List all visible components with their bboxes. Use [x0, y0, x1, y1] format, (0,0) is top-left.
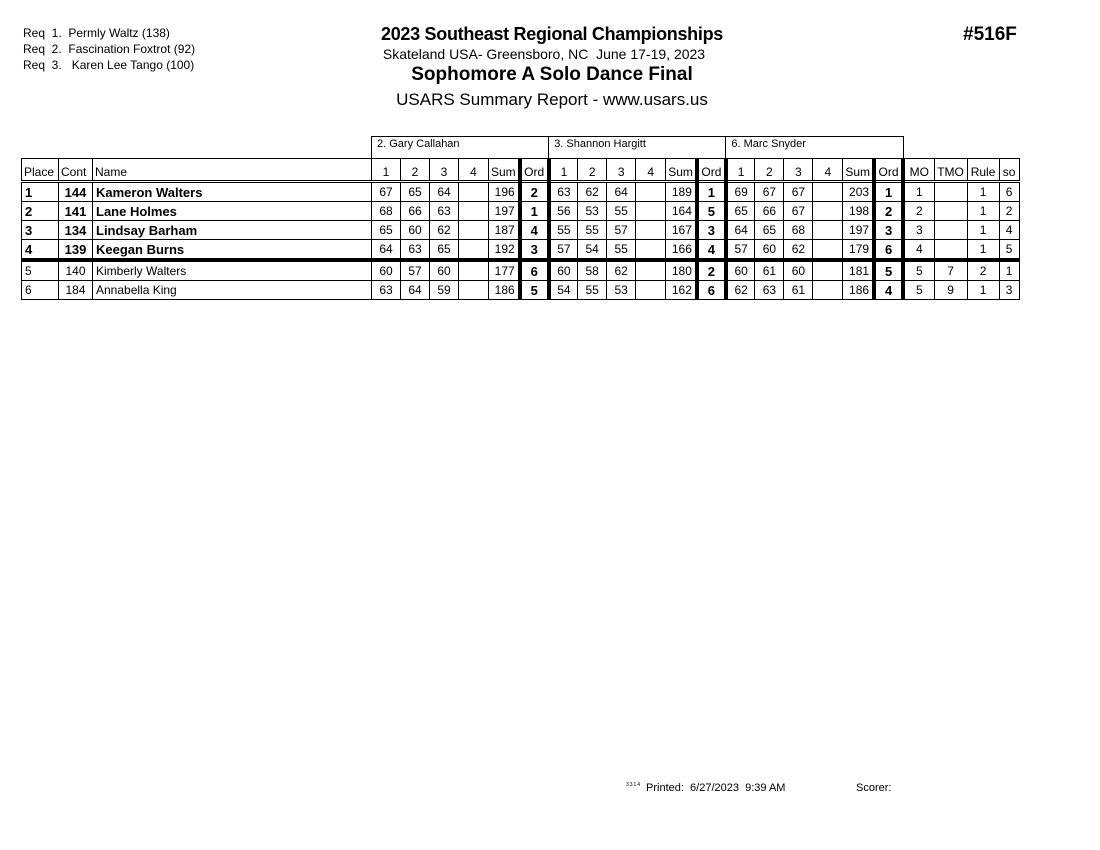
judge-1-score-3: 64 — [430, 182, 459, 202]
judge-1-ordinal: 5 — [520, 281, 549, 300]
judge-3-ordinal: 2 — [874, 202, 903, 221]
cont-cell: 134 — [59, 221, 93, 240]
cont-cell: 139 — [59, 240, 93, 261]
rule-cell: 2 — [967, 260, 999, 281]
judge-1-score-4 — [459, 260, 489, 281]
judge-3-score-2: 61 — [755, 260, 784, 281]
judge-1-ordinal: 1 — [520, 202, 549, 221]
col-place: Place — [22, 159, 59, 182]
judge-2-score-4 — [636, 221, 666, 240]
tmo-cell: 9 — [934, 281, 967, 300]
judge-1-score-3: 62 — [430, 221, 459, 240]
judge-2-score-2: 58 — [578, 260, 607, 281]
col-so: so — [999, 159, 1019, 182]
judge-2-score-2: 55 — [578, 221, 607, 240]
judge-2-score-1: 56 — [549, 202, 578, 221]
col-j3-2: 2 — [755, 159, 784, 182]
requirement-1: Req 1. Permly Waltz (138) — [23, 26, 170, 40]
name-cell: Kameron Walters — [93, 182, 372, 202]
col-j3-ord: Ord — [874, 159, 903, 182]
judge-3-score-3: 67 — [784, 182, 813, 202]
judge-3-score-4 — [813, 240, 843, 261]
judge-2-score-3: 64 — [607, 182, 636, 202]
place-cell: 4 — [22, 240, 59, 261]
tmo-cell — [934, 240, 967, 261]
judge-1-score-1: 67 — [372, 182, 401, 202]
name-cell: Annabella King — [93, 281, 372, 300]
judge-1-score-3: 60 — [430, 260, 459, 281]
results-table — [21, 136, 1020, 300]
name-cell: Kimberly Walters — [93, 260, 372, 281]
requirement-2: Req 2. Fascination Foxtrot (92) — [23, 42, 196, 56]
judge-2-score-4 — [636, 281, 666, 300]
judge-1-score-4 — [459, 202, 489, 221]
judge-2-score-4 — [636, 182, 666, 202]
mo-cell: 5 — [903, 260, 934, 281]
competition-title: 2023 Southeast Regional Championships — [381, 24, 723, 44]
col-j2-1: 1 — [549, 159, 578, 182]
report-title: USARS Summary Report - www.usars.us — [396, 90, 708, 109]
venue-dates: Skateland USA- Greensboro, NC June 17-19, 2023 — [382, 46, 706, 62]
judge-2-sum: 166 — [666, 240, 697, 261]
judge-3-score-2: 60 — [755, 240, 784, 261]
judge-1-sum: 197 — [489, 202, 520, 221]
judge-3-score-1: 64 — [726, 221, 755, 240]
table-row — [22, 182, 1020, 202]
judge-3-score-1: 57 — [726, 240, 755, 261]
judge-3-sum: 198 — [843, 202, 874, 221]
rule-cell: 1 — [967, 221, 999, 240]
col-j2-3: 3 — [607, 159, 636, 182]
printed-info — [626, 782, 785, 794]
judge-1-score-1: 63 — [372, 281, 401, 300]
place-cell: 1 — [22, 182, 59, 202]
judge-1-score-1: 68 — [372, 202, 401, 221]
col-j3-1: 1 — [726, 159, 755, 182]
judge-1-ordinal: 2 — [520, 182, 549, 202]
col-j2-4: 4 — [636, 159, 666, 182]
col-rule: Rule — [967, 159, 999, 182]
col-j2-sum: Sum — [666, 159, 697, 182]
judge-2-ordinal: 1 — [697, 182, 726, 202]
judge-1-ordinal: 3 — [520, 240, 549, 261]
judge-1-score-1: 64 — [372, 240, 401, 261]
judge-2-score-1: 54 — [549, 281, 578, 300]
judge-3-ordinal: 6 — [874, 240, 903, 261]
judge-3-ordinal: 5 — [874, 260, 903, 281]
col-j3-3: 3 — [784, 159, 813, 182]
col-j1-2: 2 — [401, 159, 430, 182]
judge-2-ordinal: 4 — [697, 240, 726, 261]
place-cell: 6 — [22, 281, 59, 300]
rule-cell: 1 — [967, 240, 999, 261]
judge-1-sum: 177 — [489, 260, 520, 281]
place-cell: 2 — [22, 202, 59, 221]
judge-3-score-3: 67 — [784, 202, 813, 221]
judge-3-sum: 186 — [843, 281, 874, 300]
judge-3-score-3: 62 — [784, 240, 813, 261]
judge-2-ordinal: 5 — [697, 202, 726, 221]
judge-3-score-4 — [813, 202, 843, 221]
software-version: 3.3.1.4 — [626, 782, 640, 788]
judge-3-score-1: 60 — [726, 260, 755, 281]
col-j2-2: 2 — [578, 159, 607, 182]
judge-2-score-1: 63 — [549, 182, 578, 202]
rule-cell: 1 — [967, 182, 999, 202]
requirements-list — [23, 25, 195, 73]
judge-3-score-1: 65 — [726, 202, 755, 221]
cont-cell: 144 — [59, 182, 93, 202]
judge-2-score-2: 55 — [578, 281, 607, 300]
column-header-row — [22, 159, 1020, 182]
table-row — [22, 260, 1020, 281]
so-cell: 3 — [999, 281, 1019, 300]
judge-3-score-2: 67 — [755, 182, 784, 202]
judge-2-score-2: 54 — [578, 240, 607, 261]
judge-1-sum: 196 — [489, 182, 520, 202]
col-tmo: TMO — [934, 159, 967, 182]
judge-1-score-2: 66 — [401, 202, 430, 221]
cont-cell: 141 — [59, 202, 93, 221]
so-cell: 5 — [999, 240, 1019, 261]
judge-1-score-2: 57 — [401, 260, 430, 281]
col-name: Name — [93, 159, 372, 182]
judge-2-score-4 — [636, 202, 666, 221]
judge-header-row — [22, 137, 1020, 159]
judge-1-ordinal: 4 — [520, 221, 549, 240]
rule-cell: 1 — [967, 202, 999, 221]
judge-1-score-2: 64 — [401, 281, 430, 300]
judge-1-score-4 — [459, 182, 489, 202]
event-title: Sophomore A Solo Dance Final — [411, 64, 693, 85]
judge-3-ordinal: 3 — [874, 221, 903, 240]
judge-1-score-3: 65 — [430, 240, 459, 261]
printed-timestamp: Printed: 6/27/2023 9:39 AM — [646, 782, 786, 794]
so-cell: 6 — [999, 182, 1019, 202]
judge-2-score-2: 62 — [578, 182, 607, 202]
judge-2-ordinal: 6 — [697, 281, 726, 300]
so-cell: 2 — [999, 202, 1019, 221]
judge-2-sum: 162 — [666, 281, 697, 300]
judge-2-score-1: 57 — [549, 240, 578, 261]
col-j1-3: 3 — [430, 159, 459, 182]
judge-3-score-2: 65 — [755, 221, 784, 240]
judge-1-ordinal: 6 — [520, 260, 549, 281]
name-cell: Keegan Burns — [93, 240, 372, 261]
table-row — [22, 281, 1020, 300]
judge-3-ordinal: 4 — [874, 281, 903, 300]
judge-3-score-4 — [813, 221, 843, 240]
judge-3-score-1: 69 — [726, 182, 755, 202]
judge-1-score-1: 65 — [372, 221, 401, 240]
name-cell: Lindsay Barham — [93, 221, 372, 240]
col-cont: Cont — [59, 159, 93, 182]
judge-3-score-2: 66 — [755, 202, 784, 221]
judge-2-score-1: 60 — [549, 260, 578, 281]
tmo-cell: 7 — [934, 260, 967, 281]
judge-1-score-4 — [459, 240, 489, 261]
rule-cell: 1 — [967, 281, 999, 300]
mo-cell: 2 — [903, 202, 934, 221]
judge-2-score-4 — [636, 240, 666, 261]
judge-name-2: 3. Shannon Hargitt — [549, 137, 726, 159]
tmo-cell — [934, 221, 967, 240]
so-cell: 4 — [999, 221, 1019, 240]
judge-1-score-3: 59 — [430, 281, 459, 300]
col-j3-4: 4 — [813, 159, 843, 182]
col-j1-4: 4 — [459, 159, 489, 182]
judge-1-score-2: 60 — [401, 221, 430, 240]
col-j1-sum: Sum — [489, 159, 520, 182]
table-row — [22, 202, 1020, 221]
cont-cell: 184 — [59, 281, 93, 300]
tmo-cell — [934, 182, 967, 202]
judge-1-score-2: 65 — [401, 182, 430, 202]
cont-cell: 140 — [59, 260, 93, 281]
judge-1-sum: 192 — [489, 240, 520, 261]
judge-3-sum: 203 — [843, 182, 874, 202]
judge-2-score-1: 55 — [549, 221, 578, 240]
place-cell: 3 — [22, 221, 59, 240]
judge-2-score-3: 53 — [607, 281, 636, 300]
judge-2-score-3: 62 — [607, 260, 636, 281]
judge-3-sum: 181 — [843, 260, 874, 281]
judge-3-ordinal: 1 — [874, 182, 903, 202]
col-j3-sum: Sum — [843, 159, 874, 182]
judge-2-score-2: 53 — [578, 202, 607, 221]
judge-2-sum: 180 — [666, 260, 697, 281]
judge-3-sum: 197 — [843, 221, 874, 240]
mo-cell: 1 — [903, 182, 934, 202]
judge-3-score-2: 63 — [755, 281, 784, 300]
col-j1-ord: Ord — [520, 159, 549, 182]
judge-1-sum: 186 — [489, 281, 520, 300]
judge-2-sum: 167 — [666, 221, 697, 240]
mo-cell: 5 — [903, 281, 934, 300]
judge-name-1: 2. Gary Callahan — [372, 137, 549, 159]
judge-1-score-4 — [459, 281, 489, 300]
so-cell: 1 — [999, 260, 1019, 281]
judge-3-score-1: 62 — [726, 281, 755, 300]
judge-3-score-4 — [813, 281, 843, 300]
judge-3-score-3: 61 — [784, 281, 813, 300]
judge-name-3: 6. Marc Snyder — [726, 137, 903, 159]
judge-2-score-3: 55 — [607, 202, 636, 221]
judge-3-score-4 — [813, 182, 843, 202]
judge-2-sum: 189 — [666, 182, 697, 202]
tmo-cell — [934, 202, 967, 221]
judge-2-score-3: 55 — [607, 240, 636, 261]
mo-cell: 4 — [903, 240, 934, 261]
col-j2-ord: Ord — [697, 159, 726, 182]
judge-2-score-4 — [636, 260, 666, 281]
judge-3-score-3: 68 — [784, 221, 813, 240]
judge-1-score-1: 60 — [372, 260, 401, 281]
place-cell: 5 — [22, 260, 59, 281]
table-row — [22, 221, 1020, 240]
judge-2-ordinal: 3 — [697, 221, 726, 240]
results-body — [22, 182, 1020, 300]
judge-1-score-3: 63 — [430, 202, 459, 221]
name-cell: Lane Holmes — [93, 202, 372, 221]
judge-3-sum: 179 — [843, 240, 874, 261]
requirement-3: Req 3. Karen Lee Tango (100) — [23, 58, 195, 72]
scorer-label: Scorer: — [856, 782, 892, 794]
mo-cell: 3 — [903, 221, 934, 240]
judge-2-sum: 164 — [666, 202, 697, 221]
judge-1-sum: 187 — [489, 221, 520, 240]
judge-3-score-4 — [813, 260, 843, 281]
judge-1-score-4 — [459, 221, 489, 240]
col-mo: MO — [903, 159, 934, 182]
judge-1-score-2: 63 — [401, 240, 430, 261]
col-j1-1: 1 — [372, 159, 401, 182]
judge-2-score-3: 57 — [607, 221, 636, 240]
judge-3-score-3: 60 — [784, 260, 813, 281]
event-number: #516F — [963, 24, 1017, 45]
table-row — [22, 240, 1020, 261]
judge-2-ordinal: 2 — [697, 260, 726, 281]
